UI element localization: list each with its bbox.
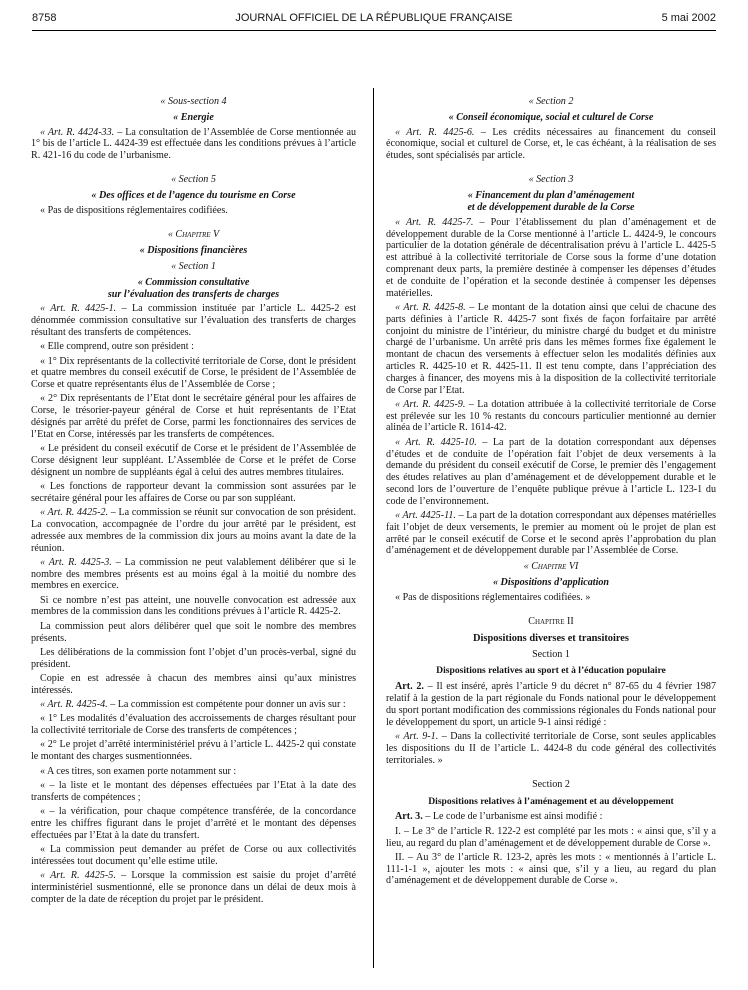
right-column (386, 92, 716, 890)
header-rule (32, 30, 716, 31)
section-heading: « Section 2 (528, 96, 574, 107)
paragraph: « A ces titres, son examen porte notamment sur : (40, 765, 237, 777)
section-heading: « Section 1 (171, 260, 216, 272)
article-paragraph: « Art. R. 4425-7. – Pour l’établissement du plan d’aménagement et de développement durable de la Corse mentionné à l’article L. 4424-9, le concours particulier de la dotation générale de décentralisation prévu à l’article L. 4425-5 est attribué à la collectivité territoriale de Corse sous la forme d’une dotation comprenant deux parts, la première destinée à compenser les dépenses d’études et de conduite de l’opération et la seconde destinée à compenser les dépenses matérielles. (386, 216, 716, 299)
article-paragraph: « Art. 9-1. – Dans la collectivité territoriale de Corse, sont seules applicables les dispositions du II de l’article L. 4424-8 du code général des collectivités territoriales. » (386, 730, 716, 766)
paragraph: La commission peut alors délibérer quel que soit le nombre des membres présents. (31, 620, 356, 644)
paragraph: Si ce nombre n’est pas atteint, une nouvelle convocation est adressée aux membres de la commission dans les conditions prévues à l’article R. 4425-2. (31, 594, 356, 618)
paragraph: I. – Le 3° de l’article R. 122-2 est complété par les mots : « ainsi que, s’il y a lieu, au regard du plan d’aménagement et de développement durable de Corse ». (386, 825, 716, 849)
decree-section-title: Dispositions relatives à l’aménagement et au développement (428, 795, 674, 807)
article-paragraph: « Art. R. 4425-4. – La commission est compétente pour donner un avis sur : (40, 699, 346, 711)
chapter-heading: « Chapitre V (167, 229, 220, 241)
article-paragraph: « Art. R. 4425-10. – La part de la dotation correspondant aux dépenses d’études et de conduite de l’opération fait l’objet de deux versements à la demande du président du conseil exécutif de Corse, le premier dès l’engagement des études relatives au plan d’aménagement et de développement durable et le second lors de l’ouverture de l’enquête publique prévue à l’article L. 123-1 du code de l’environnement. (386, 436, 716, 507)
article-paragraph: « Art. R. 4425-5. – Lorsque la commission est saisie du projet d’arrêté interministériel susmentionné, elle se prononce dans un délai de deux mois à compter de la date de réception du projet par le président. (31, 869, 356, 905)
decree-chapter-heading: Chapitre II (528, 616, 574, 628)
left-column (31, 92, 356, 908)
subsection-title: « Energie (173, 111, 214, 123)
article-paragraph: « Art. R. 4425-9. – La dotation attribuée à la collectivité territoriale de Corse est prélevée sur les 10 % restants du concours particulier mentionné au dernier alinéa de l’article R. 1614-42. (386, 398, 716, 434)
paragraph: « Les fonctions de rapporteur devant la commission sont assurées par le secrétaire général pour les affaires de Corse ou par son suppléant. (31, 481, 356, 504)
article-paragraph: « Art. R. 4425-2. – La commission se réunit sur convocation de son président. La convocation, accompagnée de l’ordre du jour arrêté par le président, est adressée aux membres de la commission dix jours au moins avant la date de la réunion. (31, 507, 356, 554)
section-title: « Commission consultative (137, 276, 250, 288)
paragraph: « 1° Dix représentants de la collectivité territoriale de Corse, dont le président et quatre membres du conseil exécutif de Corse, le président de l’Assemblée de Corse et quatre représentants élus de l’Assemblée de Corse ; (31, 355, 356, 391)
decree-section-title: Dispositions relatives au sport et à l’éducation populaire (436, 665, 666, 677)
article-paragraph: « Art. R. 4425-8. – Le montant de la dotation ainsi que celui de chacune des parts définies à l’article R. 4425-7 sont fixés de façon forfaitaire par arrêté conjoint du ministre de l’intérieur, du ministre chargé du budget et du ministre chargé de l’urbanisme. Un arrêté pris dans les mêmes formes fixe également le montant de chacun des versements à effectuer selon les modalités définies aux articles R. 4425-10 et R. 4425-11. Il est tenu compte, dans l’appréciation des charges à financer, des moyens mis à la disposition de la collectivité territoriale de Corse par l’Etat. (386, 301, 716, 396)
decree-chapter-title: Dispositions diverses et transitoires (473, 632, 629, 644)
paragraph: Copie en est adressée à chacun des membres ainsi qu’aux ministres intéressés. (31, 672, 356, 696)
decree-section-heading: Section 1 (532, 648, 570, 660)
chapter-title: « Dispositions d’application (492, 576, 610, 588)
article-paragraph: « Art. 4425-11. – La part de la dotation correspondant aux dépenses matérielles fait l’objet de deux versements, le premier au moment où le projet de plan est arrêté par le conseil exécutif de Corse et le second après l’approbation du plan d’aménagement et de développement durable par l’Assemblée de Corse. (386, 510, 717, 557)
section-title: « Des offices et de l’agence du tourisme en Corse (91, 190, 296, 202)
section-title: « Conseil économique, social et culturel de Corse (448, 111, 654, 123)
paragraph: II. – Au 3° de l’article R. 123-2, après les mots : « mentionnés à l’article L. 111-1-1 », ajouter les mots : « ainsi que, s’il y a lieu, au regard du plan d’aménagement et de développement durable de Corse ». (386, 851, 716, 887)
page-header (32, 12, 716, 28)
journal-title: JOURNAL OFFICIEL DE LA RÉPUBLIQUE FRANÇAISE (235, 12, 513, 24)
paragraph: « Pas de dispositions réglementaires codifiées. » (395, 591, 591, 603)
article-paragraph: « Art. R. 4425-6. – Les crédits nécessaires au financement du conseil économique, social et culturel de Corse, et, le cas échéant, à la réalisation de ses études, sont spécialisés par article. (386, 126, 716, 162)
paragraph: « Pas de dispositions réglementaires codifiées. (40, 205, 228, 217)
paragraph: « Le président du conseil exécutif de Corse et le président de l’Assemblée de Corse désignent leur suppléant. L’Assemblée de Corse et le préfet de Corse désignent un nombre de suppléants égal à celui des autres membres titulaires. (31, 443, 356, 478)
article-paragraph: « Art. R. 4425-3. – La commission ne peut valablement délibérer que si le nombre des membres présents est au moins égal à la moitié du nombre des membres en exercice. (31, 556, 357, 592)
decree-section-heading: Section 2 (532, 778, 570, 790)
section-title-continued: sur l’évaluation des transferts de charges (107, 288, 280, 300)
column-divider (373, 88, 374, 968)
article-paragraph: Art. 3. – Le code de l’urbanisme est ainsi modifié : (395, 811, 603, 823)
paragraph: « 2° Le projet d’arrêté interministériel prévu à l’article L. 4425-2 qui constate le montant des charges susmentionnées. (31, 739, 356, 763)
article-paragraph: Art. 2. – Il est inséré, après l’article 9 du décret n° 87-65 du 4 février 1987 relatif à la gestion de la part régionale du Fonds national pour le développement du sport portant modification des commissions régionales du Fonds national pour le développement du sport, un article 9-1 ainsi rédigé : (386, 681, 716, 728)
article-paragraph: « Art. R. 4424-33. – La consultation de l’Assemblée de Corse mentionnée au 1° bis de l’article L. 4424-39 est effectuée dans les conditions prévues à l’article R. 421-16 du code de l’urbanisme. (31, 126, 356, 162)
subsection-heading: « Sous-section 4 (160, 96, 227, 107)
section-heading: « Section 3 (528, 174, 574, 186)
section-heading: « Section 5 (171, 174, 216, 186)
section-title: « Financement du plan d’aménagement (467, 190, 635, 202)
paragraph: « 2° Dix représentants de l’Etat dont le secrétaire général pour les affaires de Corse, le trésorier-payeur général de Corse et huit représentants de l’Etat désignés par arrêté du préfet de Corse, parmi les fonctionnaires des services de l’Etat en Corse, intéressés par les transferts de compétences. (31, 393, 356, 440)
section-title-continued: et de développement durable de la Corse (467, 202, 635, 214)
paragraph: « – la liste et le montant des dépenses effectuées par l’Etat à la date des transferts de compétences ; (31, 779, 356, 803)
paragraph: « 1° Les modalités d’évaluation des accroissements de charges résultant pour la collectivité territoriale de Corse des transferts de compétences ; (31, 713, 356, 737)
chapter-title: « Dispositions financières (139, 245, 248, 257)
paragraph: « Elle comprend, outre son président : (40, 341, 194, 353)
page-number: 8758 (32, 12, 57, 24)
issue-date: 5 mai 2002 (661, 12, 716, 24)
paragraph: Les délibérations de la commission font l’objet d’un procès-verbal, signé du président. (31, 646, 356, 670)
article-paragraph: « Art. R. 4425-1. – La commission instituée par l’article L. 4425-2 est dénommée commission consultative sur l’évaluation des transferts de charges résultant des transferts de compétences. (31, 303, 356, 338)
paragraph: « – la vérification, pour chaque compétence transférée, de la concordance entre les chiffres figurant dans le projet d’arrêté et le montant des dépenses effectuées par l’Etat à la date du transfert. (31, 805, 356, 841)
chapter-heading: « Chapitre VI (523, 561, 579, 573)
paragraph: « La commission peut demander au préfet de Corse ou aux collectivités intéressées tout document qu’elle estime utile. (31, 843, 356, 867)
